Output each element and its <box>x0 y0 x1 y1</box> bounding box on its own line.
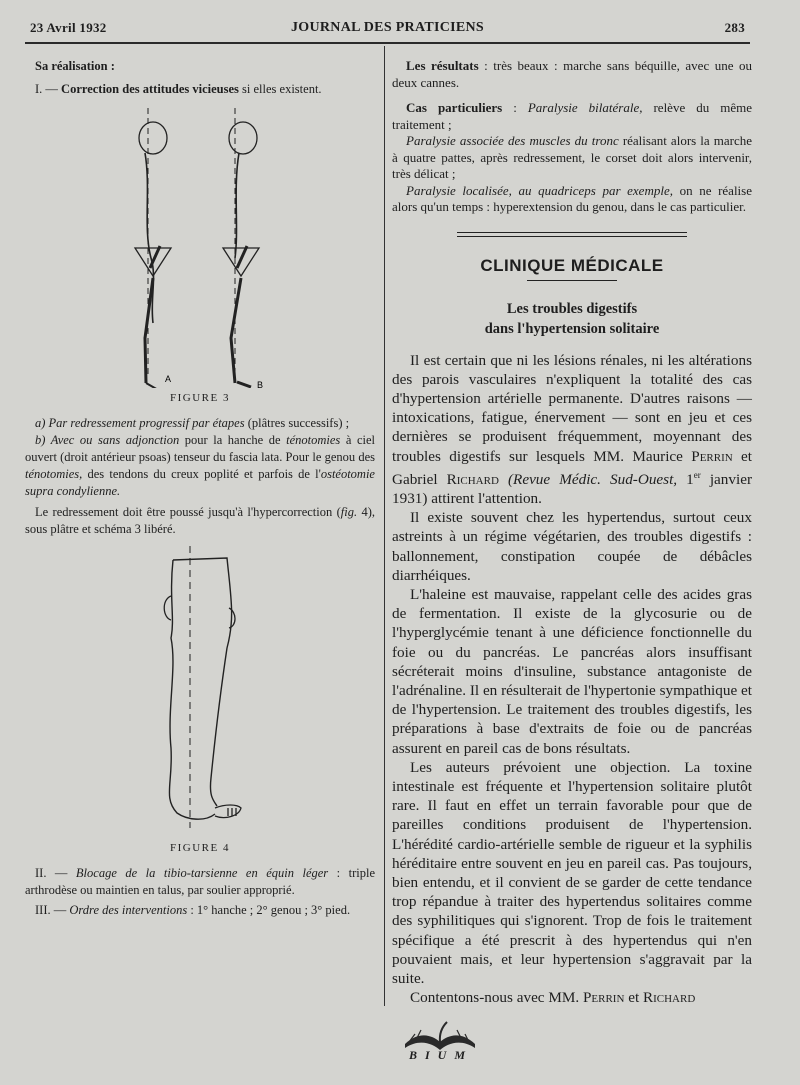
local-paragraph: Paralysie localisée, au quadriceps par exemple, on ne réalise alors qu'un temps : hyperextension du genou, dans le cas particulier. <box>392 182 752 214</box>
paragraph-3: L'haleine est mauvaise, rappelant celle des acides gras de fermentation. Il existe de la glycosurie ou de l'hyperglycémie tenant à une déficience fonctionnelle du foie ou du pancréas. Le pancréas alors insuffisant sécréterait moins d'insuline, substance antagoniste de l'adrénaline. Il en résulterait de l'hypertonie sympathique et de l'hypertension. Le traitement des troubles digestifs, les préparations à base d'extraits de foie ou de pancréas assurent en pareil cas de bons résultats. <box>392 586 752 757</box>
subheading: Sa réalisation : <box>35 59 115 73</box>
bium-logo-text: BIUM <box>408 1048 473 1062</box>
item-b: b) Avec ou sans adjonction pour la hanche de ténotomies à ciel ouvert (droit antérieur psoas) tenseur du fascia lata. Pour le genou des ténotomies, des tendons du creux poplité et parfois de l'ostéotomie supra condylienne. <box>25 433 375 498</box>
continued-text <box>392 58 752 216</box>
left-column <box>25 58 375 919</box>
label-b: B <box>257 380 264 388</box>
header-rule <box>25 42 750 44</box>
resultats-paragraph: Les résultats : très beaux : marche sans béquille, avec une ou deux cannes. <box>392 58 752 90</box>
column-rule <box>384 46 385 1006</box>
article-title: Les troubles digestifs dans l'hypertension solitaire <box>484 300 660 337</box>
paragraph-2: Il existe souvent chez les hypertendus, surtout ceux astreints à un régime végétarien, des troubles digestifs : ballonnement, constipation coupée de débâcles diarrhéiques. <box>392 509 752 584</box>
section-rules <box>392 232 752 240</box>
cas-paragraph: Cas particuliers : Paralysie bilatérale, relève du même traitement ; <box>392 100 752 132</box>
paragraph-1: Il est certain que ni les lésions rénales, ni les altérations des parois vasculaires n'expliquent la totalité des cas d'hypertension artérielle permanente. D'autres raisons — intoxications, fatigue, énervement — sont en jeu et ces dernières se produisent fréquemment, moyennant des troubles digestifs sur lesquels MM. Maurice Perrin et Gabriel Richard (Revue Médic. Sud-Ouest, 1er janvier 1931) attirent l'attention. <box>392 351 752 507</box>
journal-title: JOURNAL DES PRATICIENS <box>290 20 485 35</box>
issue-date: 23 Avril 1932 <box>30 20 107 35</box>
assoc-paragraph: Paralysie associée des muscles du tronc réalisant alors la marche à quatre pattes, après redressement, le corset doit alors intervenir, très délicat ; <box>392 133 753 181</box>
figure-3-drawing <box>25 98 375 388</box>
section-title: CLINIQUE MÉDICALE <box>480 255 664 275</box>
figure-3 <box>25 98 375 388</box>
item-a: a) Par redressement progressif par étapes (plâtres successifs) ; <box>35 416 350 430</box>
point-1: I. — Correction des attitudes vicieuses si elles existent. <box>35 82 322 96</box>
redressement-paragraph: Le redressement doit être poussé jusqu'à l'hypercorrection (fig. 4), sous plâtre et schéma 3 libéré. <box>25 505 375 536</box>
figure-4 <box>25 538 375 838</box>
paragraph-4: Les auteurs prévoient une objection. La toxine intestinale est fréquente et l'hypertension solitaire plutôt rare. Il faut en effet un terrain favorable pour que de pareilles conditions produisent de l'hypertension. L'hérédité cardio-artérielle semble de rigueur et la syphilis héréditaire entre souvent en jeu en pareil cas. Pas toujours, bien entendu, et il convient de se garder de cette tendance trop répandue à traiter des hypertendus solitaires comme des syphilitiques qui s'ignorent. Trop de fois le traitement spécifique a été prescrit à des hypertendus qui n'en pouvaient mais, et leur hypertension s'aggravait par la suite. <box>392 758 752 988</box>
point-2: II. — Blocage de la tibio-tarsienne en équin léger : triple arthrodèse ou maintien en talus, par soulier approprié. <box>25 866 375 897</box>
running-head <box>30 18 745 40</box>
figure-3-caption: FIGURE 3 <box>170 392 230 404</box>
bium-logo <box>395 1016 485 1064</box>
figure-4-drawing <box>25 538 375 838</box>
point-3: III. — Ordre des interventions : 1° hanche ; 2° genou ; 3° pied. <box>35 903 351 917</box>
section-underline <box>527 280 617 281</box>
figure-4-caption: FIGURE 4 <box>170 842 230 854</box>
label-a: A <box>165 374 172 384</box>
paragraph-5: Contentons-nous avec MM. Perrin et Richard <box>410 989 696 1007</box>
right-column <box>392 58 752 1007</box>
page-number: 283 <box>724 20 745 35</box>
article-body <box>392 351 752 1008</box>
